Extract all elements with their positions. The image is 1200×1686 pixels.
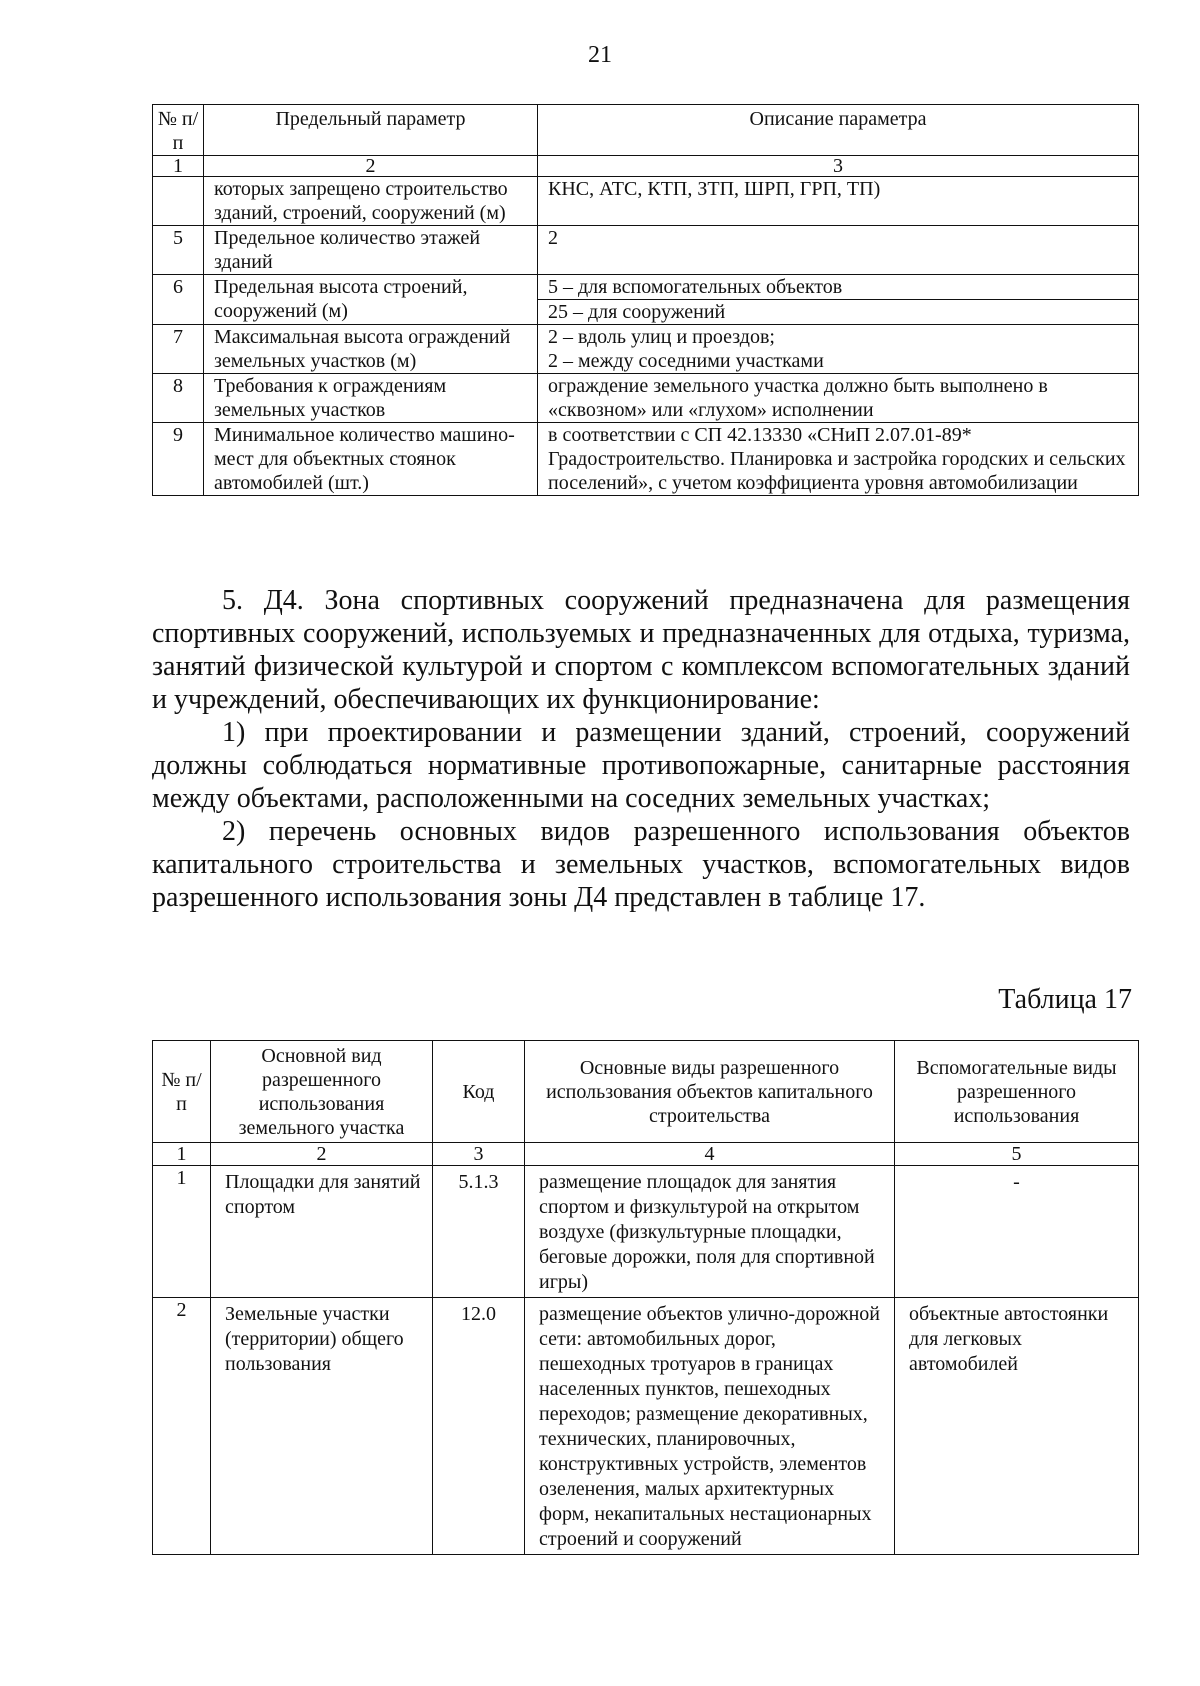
row-num: 6 — [153, 275, 204, 325]
row-aux-uses: - — [895, 1166, 1139, 1298]
row-desc — [538, 325, 1139, 374]
table-row — [153, 374, 1139, 423]
row-param: Требования к ограждениям земельных участков — [204, 374, 538, 423]
column-number: 4 — [525, 1143, 895, 1166]
column-number: 1 — [153, 156, 204, 177]
table-row — [153, 1298, 1139, 1555]
table-row — [153, 1166, 1139, 1298]
header-desc: Описание параметра — [538, 105, 1139, 156]
row-param: Предельная высота строений, сооружений (м) — [204, 275, 538, 325]
table-row — [153, 423, 1139, 496]
row-param: Минимальное количество машино-мест для объектных стоянок автомобилей (шт.) — [204, 423, 538, 496]
column-number: 5 — [895, 1143, 1139, 1166]
header-num: № п/п — [153, 105, 204, 156]
table-header-row — [153, 1041, 1139, 1143]
row-type: Земельные участки (территории) общего пользования — [211, 1298, 433, 1555]
desc-line: 2 – вдоль улиц и проездов; — [548, 326, 775, 348]
row-desc — [538, 275, 1139, 325]
row-desc: 2 — [538, 226, 1139, 275]
row-main-uses: размещение площадок для занятия спортом и физкультурой на открытом воздухе (физкультурные площадки, беговые дорожки, поля для спортивной игры) — [525, 1166, 895, 1298]
header-code: Код — [433, 1041, 525, 1143]
column-number: 2 — [204, 156, 538, 177]
paragraph-item-2: 2) перечень основных видов разрешенного использования объектов капитального строительства и земельных участков, вспомогательных видов разрешенного использования зоны Д4 представлен в таблице 17. — [152, 816, 1130, 913]
row-num: 9 — [153, 423, 204, 496]
column-number: 2 — [211, 1143, 433, 1166]
desc-line: 2 – между соседними участками — [548, 350, 824, 372]
page-number: 21 — [588, 42, 612, 68]
table-row — [153, 177, 1139, 226]
row-desc: КНС, АТС, КТП, ЗТП, ШРП, ГРП, ТП) — [538, 177, 1139, 226]
row-desc: ограждение земельного участка должно быть выполнено в «сквозном» или «глухом» исполнении — [538, 374, 1139, 423]
column-number: 1 — [153, 1143, 211, 1166]
row-aux-uses: объектные автостоянки для легковых автомобилей — [895, 1298, 1139, 1555]
header-main-uses: Основные виды разрешенного использования объектов капитального строительства — [525, 1041, 895, 1143]
row-num: 1 — [153, 1166, 211, 1298]
row-num — [153, 177, 204, 226]
row-num: 2 — [153, 1298, 211, 1555]
table-row — [153, 226, 1139, 275]
body-text — [152, 584, 1130, 914]
row-param: Предельное количество этажей зданий — [204, 226, 538, 275]
header-num: № п/п — [153, 1041, 211, 1143]
desc-line: 5 – для вспомогательных объектов — [538, 275, 1138, 300]
row-type: Площадки для занятий спортом — [211, 1166, 433, 1298]
paragraph-item-1: 1) при проектировании и размещении зданий, строений, сооружений должны соблюдаться нормативные противопожарные, санитарные расстояния между объектами, расположенными на соседних земельных участках; — [152, 717, 1130, 814]
row-code: 12.0 — [433, 1298, 525, 1555]
column-number: 3 — [538, 156, 1139, 177]
row-main-uses: размещение объектов улично-дорожной сети: автомобильных дорог, пешеходных тротуаров в границах населенных пунктов, пешеходных переходов; размещение декоративных, технических, планировочных, конструктивных устройств, элементов озеленения, малых архитектурных форм, некапитальных нестационарных строений и сооружений — [525, 1298, 895, 1555]
row-param: которых запрещено строительство зданий, строений, сооружений (м) — [204, 177, 538, 226]
row-num: 8 — [153, 374, 204, 423]
column-number: 3 — [433, 1143, 525, 1166]
table-row — [153, 275, 1139, 325]
row-num: 7 — [153, 325, 204, 374]
desc-line: 25 – для сооружений — [548, 301, 726, 323]
table-header-row — [153, 105, 1139, 156]
row-code: 5.1.3 — [433, 1166, 525, 1298]
row-param: Максимальная высота ограждений земельных участков (м) — [204, 325, 538, 374]
header-param: Предельный параметр — [204, 105, 538, 156]
paragraph-zone-d4: 5. Д4. Зона спортивных сооружений предназначена для размещения спортивных сооружений, используемых и предназначенных для отдыха, туризма, занятий физической культурой и спортом с комплексом вспомогательных зданий и учреждений, обеспечивающих их функционирование: — [152, 585, 1130, 715]
parameters-table — [152, 104, 1139, 496]
permitted-use-table — [152, 1040, 1139, 1555]
header-main-type: Основной вид разрешенного использования земельного участка — [211, 1041, 433, 1143]
column-numbers-row — [153, 1143, 1139, 1166]
table-caption: Таблица 17 — [998, 984, 1132, 1015]
column-numbers-row — [153, 156, 1139, 177]
header-aux-uses: Вспомогательные виды разрешенного использования — [895, 1041, 1139, 1143]
table-row — [153, 325, 1139, 374]
row-num: 5 — [153, 226, 204, 275]
row-desc: в соответствии с СП 42.13330 «СНиП 2.07.01-89* Градостроительство. Планировка и застройка городских и сельских поселений», с учетом коэффициента уровня автомобилизации — [538, 423, 1139, 496]
